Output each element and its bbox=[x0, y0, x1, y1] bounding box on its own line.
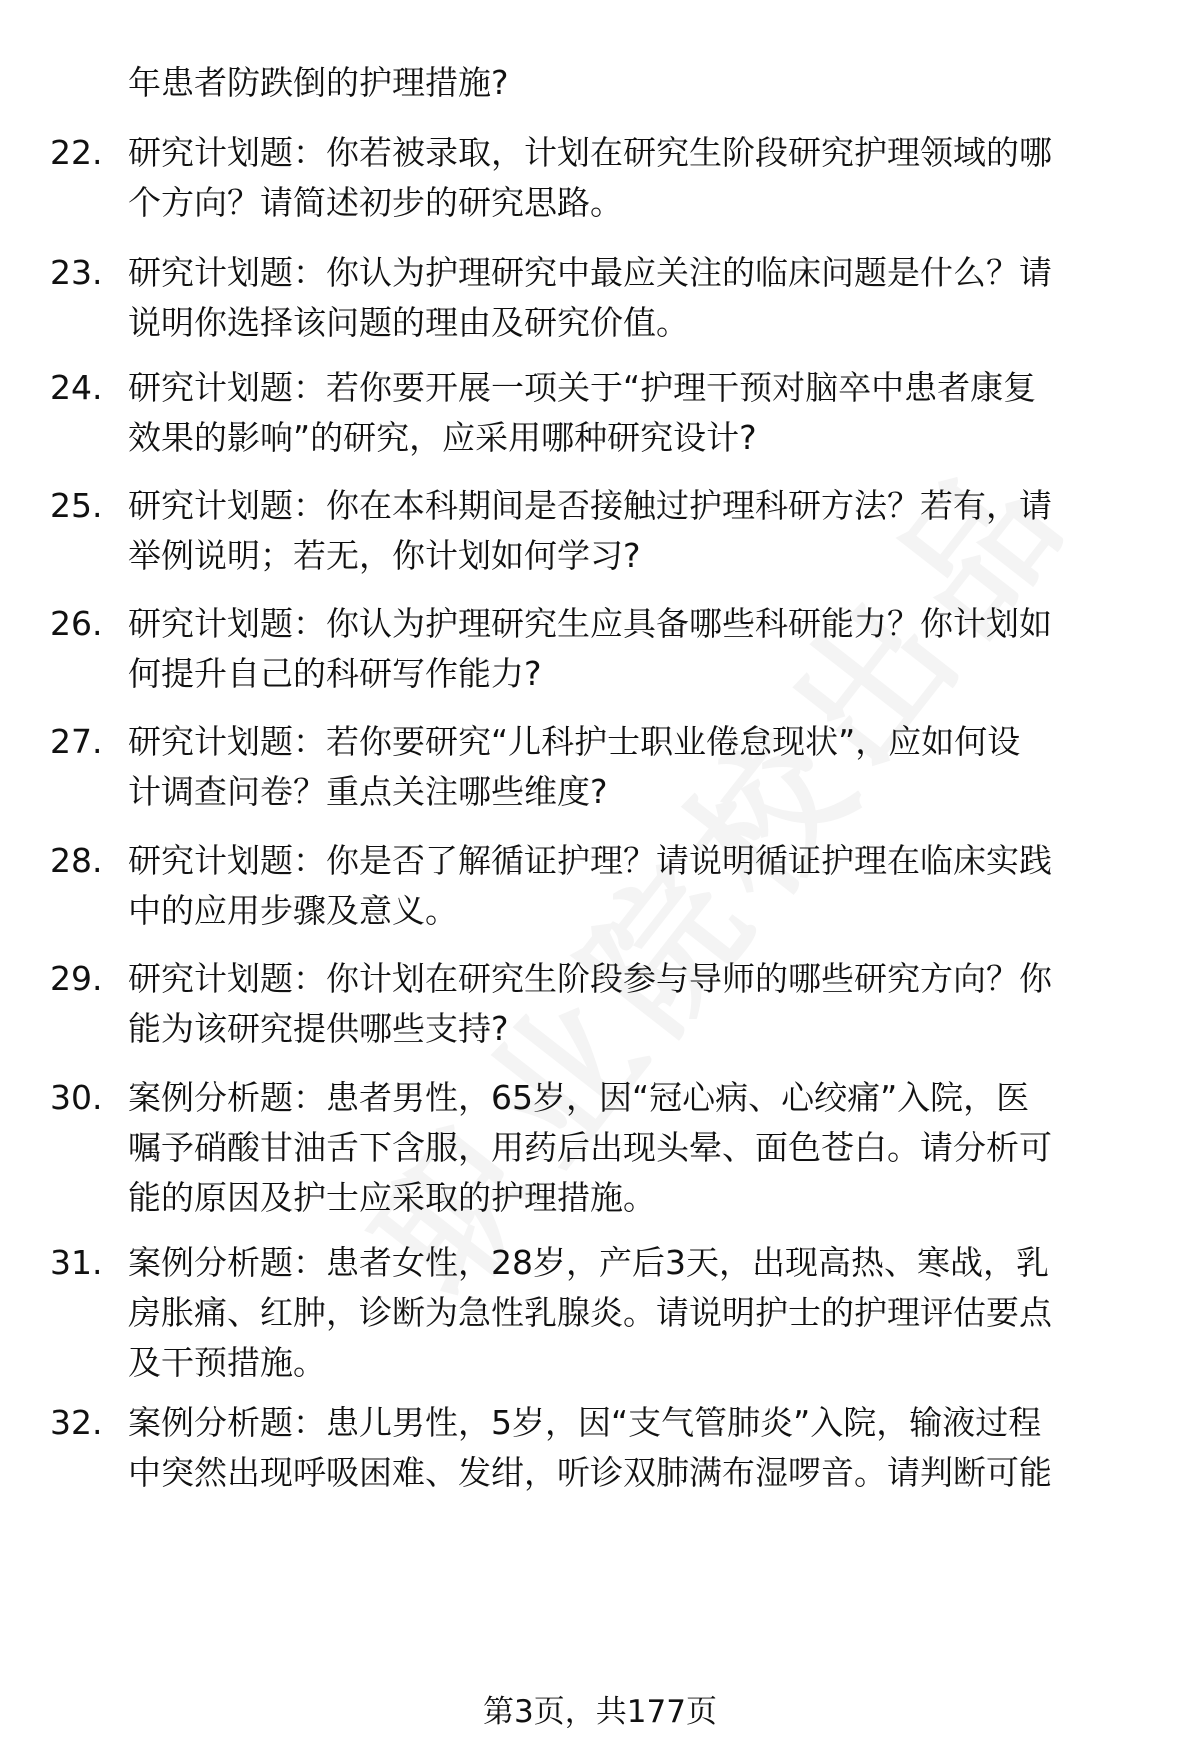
question-text bbox=[128, 363, 1168, 463]
question-line: 案例分析题：患者男性，65岁，因“冠心病、心绞痛”入院，医 bbox=[128, 1078, 1030, 1117]
question-line: 中的应用步骤及意义。 bbox=[128, 891, 458, 930]
question-line: 研究计划题：你若被录取，计划在研究生阶段研究护理领域的哪 bbox=[128, 133, 1052, 172]
question-line: 何提升自己的科研写作能力? bbox=[128, 654, 542, 693]
question-number: 26. bbox=[50, 604, 103, 643]
page-number-footer: 第3页，共177页 bbox=[483, 1694, 717, 1730]
question-number: 27. bbox=[50, 722, 103, 761]
question-line: 研究计划题：若你要开展一项关于“护理干预对脑卒中患者康复 bbox=[128, 368, 1037, 407]
question-line: 研究计划题：你是否了解循证护理？请说明循证护理在临床实践 bbox=[128, 841, 1052, 880]
question-number: 31. bbox=[50, 1243, 103, 1282]
question-line: 研究计划题：你计划在研究生阶段参与导师的哪些研究方向？你 bbox=[128, 959, 1052, 998]
question-number: 22. bbox=[50, 133, 103, 172]
question-line: 案例分析题：患者女性，28岁，产后3天，出现高热、寒战，乳 bbox=[128, 1243, 1049, 1282]
question-number: 32. bbox=[50, 1403, 103, 1442]
question-line: 房胀痛、红肿，诊断为急性乳腺炎。请说明护士的护理评估要点 bbox=[128, 1293, 1052, 1332]
question-text bbox=[128, 599, 1168, 699]
question-line: 研究计划题：你认为护理研究中最应关注的临床问题是什么？请 bbox=[128, 253, 1052, 292]
question-text bbox=[128, 128, 1168, 228]
question-line: 举例说明；若无，你计划如何学习? bbox=[128, 536, 641, 575]
question-line: 能为该研究提供哪些支持? bbox=[128, 1009, 509, 1048]
question-text bbox=[128, 1238, 1168, 1388]
question-number: 30. bbox=[50, 1078, 103, 1117]
question-number: 28. bbox=[50, 841, 103, 880]
question-text bbox=[128, 717, 1168, 817]
question-text bbox=[128, 1398, 1168, 1498]
question-text bbox=[128, 836, 1168, 936]
question-line: 说明你选择该问题的理由及研究价值。 bbox=[128, 303, 689, 342]
question-text bbox=[128, 248, 1168, 348]
question-line: 嘱予硝酸甘油舌下含服，用药后出现头晕、面色苍白。请分析可 bbox=[128, 1128, 1052, 1167]
question-line: 个方向？请简述初步的研究思路。 bbox=[128, 183, 623, 222]
question-number: 24. bbox=[50, 368, 103, 407]
question-text bbox=[128, 1073, 1168, 1223]
question-line: 及干预措施。 bbox=[128, 1343, 326, 1382]
question-number: 25. bbox=[50, 486, 103, 525]
question-text bbox=[128, 954, 1168, 1054]
question-line: 研究计划题：你认为护理研究生应具备哪些科研能力？你计划如 bbox=[128, 604, 1052, 643]
question-line: 计调查问卷？重点关注哪些维度? bbox=[128, 772, 608, 811]
question-text bbox=[128, 481, 1168, 581]
question-line: 研究计划题：若你要研究“儿科护士职业倦怠现状”，应如何设 bbox=[128, 722, 1021, 761]
question-number: 29. bbox=[50, 959, 103, 998]
continuation-line: 年患者防跌倒的护理措施? bbox=[128, 63, 509, 102]
question-line: 效果的影响”的研究，应采用哪种研究设计? bbox=[128, 418, 757, 457]
question-line: 能的原因及护士应采取的护理措施。 bbox=[128, 1178, 656, 1217]
question-line: 案例分析题：患儿男性，5岁，因“支气管肺炎”入院，输液过程 bbox=[128, 1403, 1042, 1442]
question-line: 研究计划题：你在本科期间是否接触过护理科研方法？若有，请 bbox=[128, 486, 1052, 525]
question-line: 中突然出现呼吸困难、发绀，听诊双肺满布湿啰音。请判断可能 bbox=[128, 1453, 1052, 1492]
question-number: 23. bbox=[50, 253, 103, 292]
